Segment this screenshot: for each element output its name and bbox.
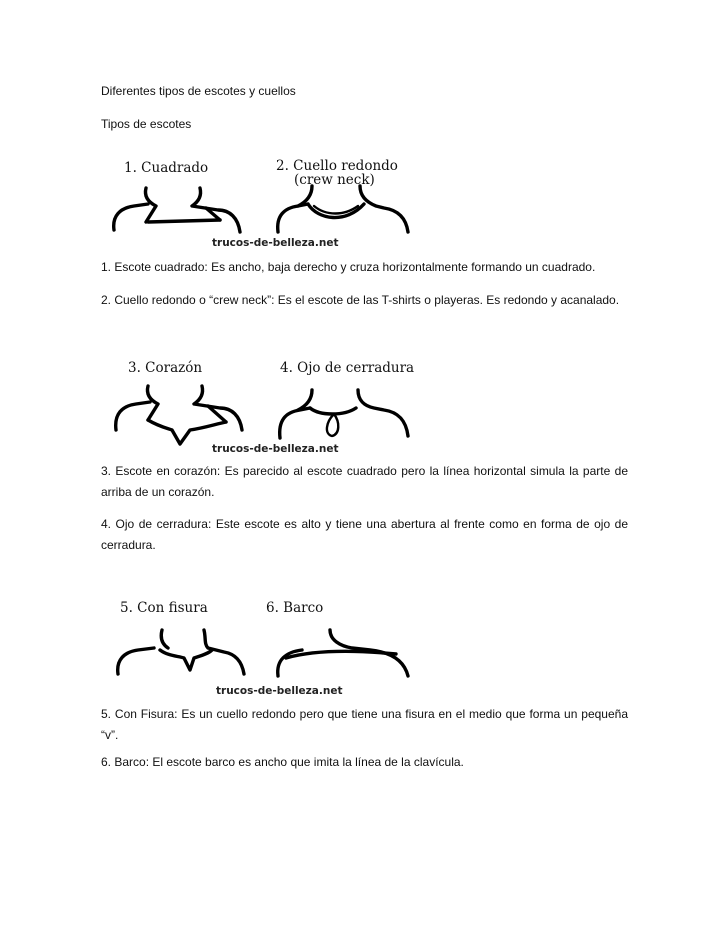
- label-corazon: 3. Corazón: [128, 360, 203, 376]
- paragraph-1: 1. Escote cuadrado: Es ancho, baja derecho y cruza horizontalmente formando un cuadrado.: [101, 260, 596, 274]
- square-neckline-drawing: [114, 188, 240, 232]
- document-title: Diferentes tipos de escotes y cuellos: [101, 84, 296, 98]
- boat-neckline-drawing: [278, 630, 408, 676]
- neckline-figure-1-2: [108, 150, 428, 255]
- section-subtitle: Tipos de escotes: [101, 117, 192, 131]
- crew-neck-drawing: [278, 186, 408, 232]
- paragraph-3: 3. Escote en corazón: Es parecido al escote cuadrado pero la línea horizontal simula la parte de arriba de un corazón.: [101, 464, 628, 499]
- keyhole-neckline-drawing: [280, 390, 408, 438]
- paragraph-5: 5. Con Fisura: Es un cuello redondo pero que tiene una fisura en el medio que forma un pequeña “v”.: [101, 707, 628, 742]
- sweetheart-neckline-drawing: [116, 386, 242, 444]
- label-crew-neck: (crew neck): [294, 172, 375, 188]
- neckline-figure-5-6: [108, 592, 428, 700]
- paragraph-6: 6. Barco: El escote barco es ancho que imita la línea de la clavícula.: [101, 755, 464, 769]
- paragraph-4: 4. Ojo de cerradura: Este escote es alto y tiene una abertura al frente como en forma de ojo de cerradura.: [101, 517, 628, 552]
- label-con-fisura: 5. Con fisura: [120, 600, 208, 616]
- paragraph-2: 2. Cuello redondo o “crew neck”: Es el escote de las T-shirts o playeras. Es redondo y acanalado.: [101, 293, 620, 307]
- label-cuadrado: 1. Cuadrado: [124, 160, 209, 176]
- watermark-3: trucos-de-belleza.net: [216, 685, 343, 697]
- neckline-figure-3-4: [108, 350, 428, 458]
- watermark-2: trucos-de-belleza.net: [212, 443, 339, 455]
- split-neckline-drawing: [118, 630, 244, 674]
- watermark-1: trucos-de-belleza.net: [212, 237, 339, 249]
- label-cuello-redondo: 2. Cuello redondo: [276, 158, 398, 174]
- label-ojo-de-cerradura: 4. Ojo de cerradura: [280, 360, 415, 376]
- label-barco: 6. Barco: [266, 600, 324, 616]
